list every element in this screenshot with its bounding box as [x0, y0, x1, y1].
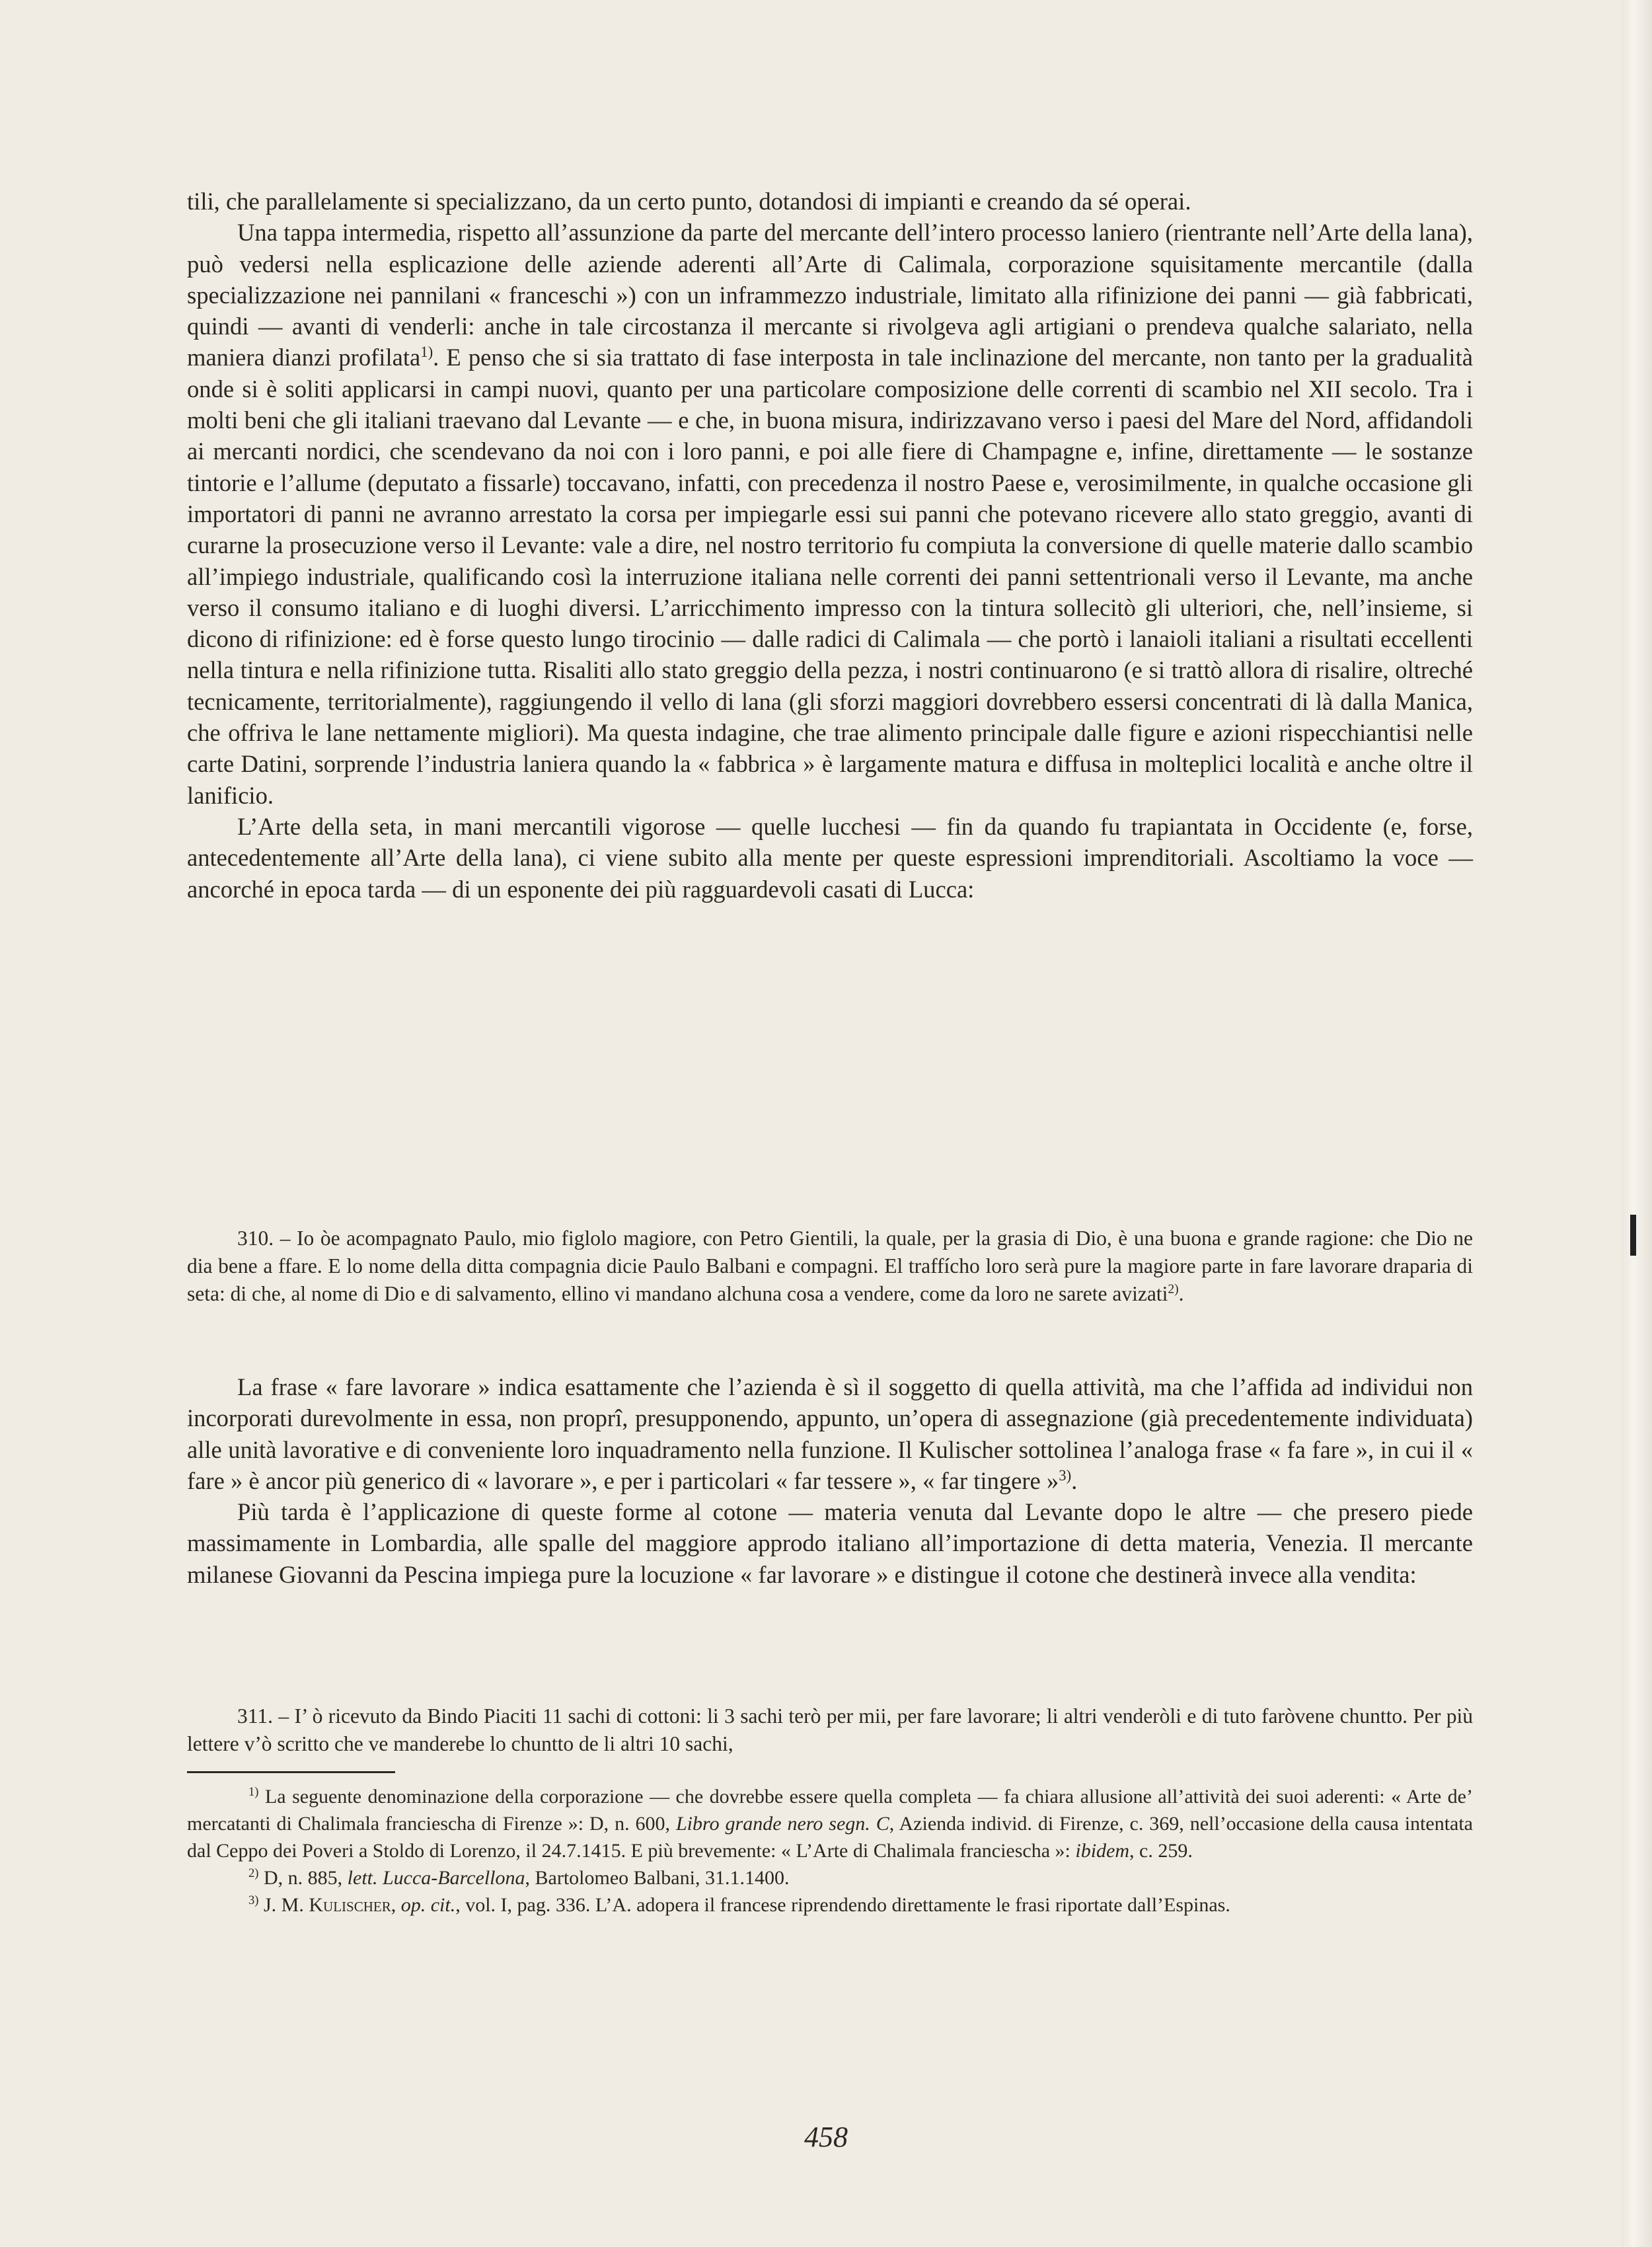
footnote-2: $^{2)}$ D, n. 885, lett. Lucca-Barcellona, Bartolomeo Balbani, 31.1.1400. — [248, 1866, 790, 1889]
quote-310-number: 310. — [237, 1227, 274, 1250]
footnotes — [187, 1783, 1473, 1919]
footnote-1: $^{1)}$ La seguente denominazione della corporazione — che dovrebbe essere quella completa — fa chiara allusione all’attività dei suoi aderenti: « Arte de’ mercatanti di Chalimala franciescha di Firenze »: D, n. 600, Libro grande nero segn. C, Azienda individ. di Firenze, c. 369, nell’occasione della causa intentata dal Ceppo dei Poveri a Stoldo di Lorenzo, il 24.7.1415. E più brevemente: « L’Arte di Chalimala franciescha »: ibidem, c. 259. — [187, 1785, 1473, 1862]
footnote-ref-3[interactable]: 3) — [1059, 1466, 1072, 1484]
footnote-3: $^{3)}$ J. M. Kulischer, op. cit., vol. I, pag. 336. L’A. adopera il francese riprendendo direttamente le frasi riportate dall’Espinas. — [248, 1893, 1230, 1916]
paragraph-5: Più tarda è l’applicazione di queste forme al cotone — materia venuta dal Levante dopo le altre — che presero piede massimamente in Lombardia, alle spalle del maggiore approdo italiano all’importazione di detta materia, Venezia. Il mercante milanese Giovanni da Pescina impiega pure la locuzione « far lavorare » e distingue il cotone che destinerà invece alla vendita: — [187, 1498, 1473, 1588]
quote-311: 311. – I’ ò ricevuto da Bindo Piaciti 11 sachi di cottoni: li 3 sachi terò per mii, per fare lavorare; li altri venderòli e di tuto faròvene chuntto. Per più lettere v’ò scritto che ve manderebe lo chuntto de li altri 10 sachi, — [187, 1704, 1473, 1755]
paragraph-2: Una tappa intermedia, rispetto all’assunzione da parte del mercante dell’intero processo laniero (rientrante nell’Arte della lana), può vedersi nella esplicazione delle aziende aderenti all’Arte di Calimala, corporazione squisitamente mercantile (dalla specializzazione nei pannilani « franceschi ») con un inframmezzo industriale, limitato alla rifinizione dei panni — già fabbricati, quindi — avanti di venderli: anche in tale circostanza il mercante si rivolgeva agli artigiani o prendeva qualche salariato, nella maniera dianzi profilata$^{1)}$. E penso che si sia trattato di fase interposta in tale inclinazione del mercante, non tanto per la gradualità onde si è soliti applicarsi in campi nuovi, quanto per una particolare composizione delle correnti di scambio nel XII secolo. Tra i molti beni che gli italiani traevano dal Levante — e che, in buona misura, indirizzavano verso i paesi del Mare del Nord, affidandoli ai mercanti nordici, che scendevano da noi con i loro panni, e poi alle fiere di Champagne e, infine, direttamente — le sostanze tintorie e l’allume (deputato a fissarle) toccavano, infatti, con precedenza il nostro Paese e, verosimilmente, in qualche occasione gli importatori di panni ne avranno arrestato la corsa per impiegarle essi sui panni che potevano ricevere allo stato greggio, avanti di curarne la prosecuzione verso il Levante: vale a dire, nel nostro territorio fu compiuta la conversione di quelle materie dallo scambio all’impiego industriale, qualificando così la interruzione italiana nelle correnti dei panni settentrionali verso il Levante, ma anche verso il consumo italiano e di luoghi diversi. L’arricchimento impresso con la tintura sollecitò gli ulteriori, che, nell’insieme, si dicono di rifinizione: ed è forse questo lungo tirocinio — dalle radici di Calimala — che portò i lanaioli italiani a risultati eccellenti nella tintura e nella rifinizione tutta. Risaliti allo stato greggio della pezza, i nostri continuarono (e si trattò allora di risalire, oltreché tecnicamente, territorialmente), raggiungendo il vello di lana (gli sforzi maggiori dovrebbero essersi concentrati di là dalla Manica, che offriva le lane nettamente migliori). Ma questa indagine, che trae alimento principale dalle figure e azioni rispecchiantisi nelle carte Datini, sorprende l’industria laniera quando la « fabbrica » è largamente matura e diffusa in molteplici località e anche oltre il lanificio. — [187, 219, 1473, 809]
quote-311-number: 311. — [237, 1704, 273, 1728]
footnote-ref-2[interactable]: 2) — [1168, 1282, 1179, 1297]
paragraph-3: L’Arte della seta, in mani mercantili vigorose — quelle lucchesi — fin da quando fu trapiantata in Occidente (e, forse, antecedentemente all’Arte della lana), ci viene subito alla mente per queste espressioni imprenditoriali. Ascoltiamo la voce — ancorché in epoca tarda — di un esponente dei più ragguardevoli casati di Lucca: — [187, 812, 1473, 903]
page-edge — [1622, 0, 1652, 2247]
quote-310: 310. – Io òe acompagnato Paulo, mio figlolo magiore, con Petro Gientili, la quale, per la grasia di Dio, è una buona e grande ragione: che Dio ne dia bene a ffare. E lo nome della ditta compagnia dicie Paulo Balbani e compagni. El traffícho loro serà pure la magiore parte in fare lavorare draparia di seta: di che, al nome di Dio e di salvamento, ellino vi mandano alchuna cosa a vendere, come da loro ne sarete avizati$^{2)}$. — [187, 1227, 1473, 1305]
page-number: 458 — [804, 2121, 848, 2153]
binding-mark — [1630, 1215, 1636, 1256]
main-text-bottom — [187, 1371, 1473, 1590]
footnote-ref-1[interactable]: 1) — [420, 344, 433, 361]
main-text-top — [187, 186, 1473, 905]
paragraph-4: La frase « fare lavorare » indica esattamente che l’azienda è sì il soggetto di quella attività, ma che l’affida ad individui non incorporati durevolmente in essa, non proprî, presupponendo, appunto, un’opera di assegnazione (già precedentemente individuata) alle unità lavorative e di conveniente loro inquadramento nella funzione. Il Kulischer sottolinea l’analoga frase « fa fare », in cui il « fare » è ancor più generico di « lavorare », e per i particolari « far tessere », « far tingere »$^{3)}$. — [187, 1373, 1473, 1494]
paragraph-1: tili, che parallelamente si specializzano, da un certo punto, dotandosi di impianti e creando da sé operai. — [187, 188, 1191, 215]
footnote-divider — [187, 1771, 395, 1773]
